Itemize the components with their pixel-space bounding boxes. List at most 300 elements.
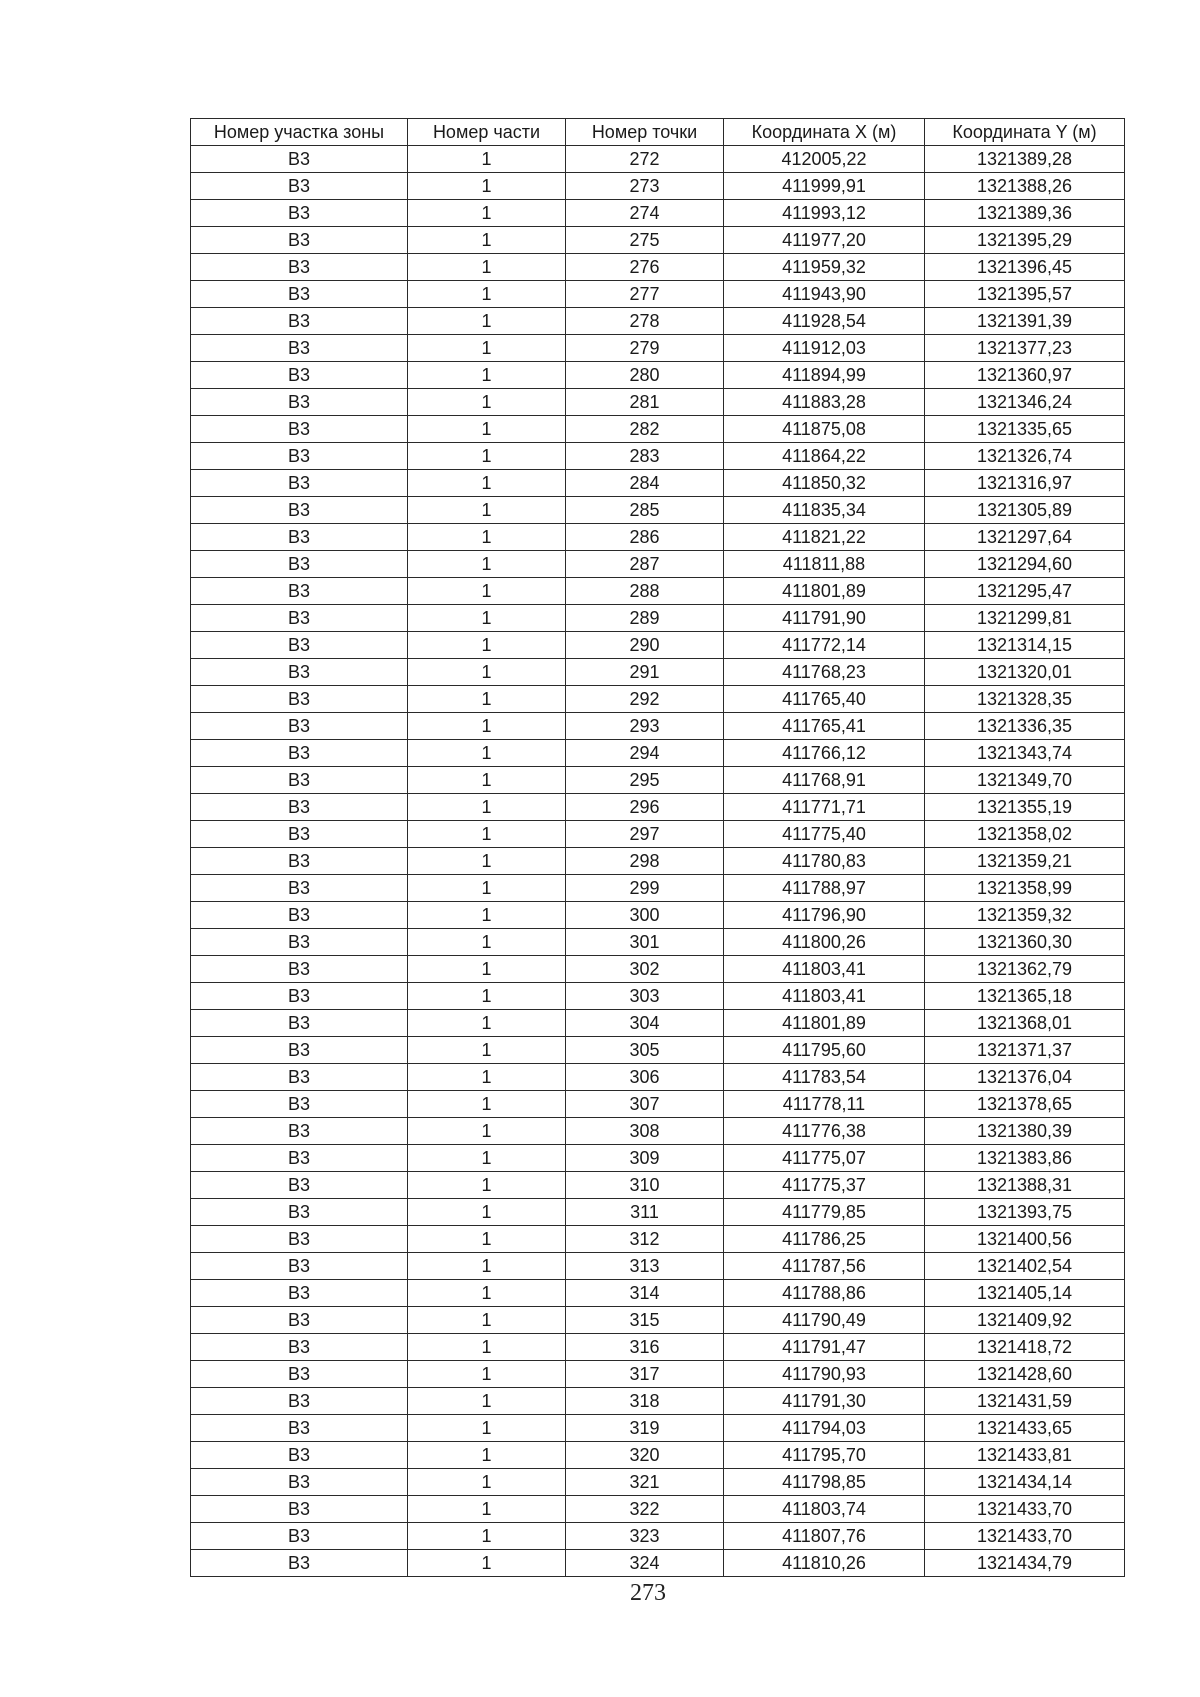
coordinate-x-cell: 411800,26 <box>724 929 925 956</box>
coordinate-y-cell: 1321388,26 <box>925 173 1125 200</box>
part-number-cell: 1 <box>408 1010 566 1037</box>
coordinate-y-cell: 1321434,79 <box>925 1550 1125 1577</box>
coordinate-x-cell: 411791,30 <box>724 1388 925 1415</box>
point-number-cell: 323 <box>566 1523 724 1550</box>
zone-section-cell: В3 <box>191 443 408 470</box>
coordinate-y-cell: 1321358,99 <box>925 875 1125 902</box>
zone-section-cell: В3 <box>191 1361 408 1388</box>
coordinate-x-cell: 411780,83 <box>724 848 925 875</box>
point-number-cell: 290 <box>566 632 724 659</box>
coordinate-x-cell: 411783,54 <box>724 1064 925 1091</box>
table-row <box>191 1550 1125 1577</box>
point-number-cell: 278 <box>566 308 724 335</box>
part-number-cell: 1 <box>408 983 566 1010</box>
part-number-cell: 1 <box>408 389 566 416</box>
part-number-cell: 1 <box>408 497 566 524</box>
part-number-cell: 1 <box>408 875 566 902</box>
point-number-cell: 308 <box>566 1118 724 1145</box>
part-number-cell: 1 <box>408 605 566 632</box>
coordinate-x-cell: 411821,22 <box>724 524 925 551</box>
coordinate-y-cell: 1321433,81 <box>925 1442 1125 1469</box>
point-number-cell: 273 <box>566 173 724 200</box>
coordinate-x-cell: 411788,97 <box>724 875 925 902</box>
coordinate-y-cell: 1321396,45 <box>925 254 1125 281</box>
point-number-cell: 302 <box>566 956 724 983</box>
point-number-cell: 310 <box>566 1172 724 1199</box>
point-number-cell: 312 <box>566 1226 724 1253</box>
table-row <box>191 146 1125 173</box>
zone-section-cell: В3 <box>191 794 408 821</box>
table-row <box>191 686 1125 713</box>
table-row <box>191 1469 1125 1496</box>
point-number-cell: 293 <box>566 713 724 740</box>
coordinate-x-cell: 411801,89 <box>724 1010 925 1037</box>
zone-section-cell: В3 <box>191 929 408 956</box>
part-number-cell: 1 <box>408 1172 566 1199</box>
coordinate-x-cell: 411883,28 <box>724 389 925 416</box>
point-number-cell: 317 <box>566 1361 724 1388</box>
zone-section-cell: В3 <box>191 470 408 497</box>
point-number-cell: 309 <box>566 1145 724 1172</box>
part-number-cell: 1 <box>408 416 566 443</box>
coordinate-y-cell: 1321377,23 <box>925 335 1125 362</box>
zone-section-cell: В3 <box>191 983 408 1010</box>
coordinate-x-cell: 411993,12 <box>724 200 925 227</box>
coordinate-y-cell: 1321297,64 <box>925 524 1125 551</box>
coordinate-x-cell: 411790,93 <box>724 1361 925 1388</box>
zone-section-cell: В3 <box>191 308 408 335</box>
table-body <box>191 146 1125 1577</box>
point-number-cell: 289 <box>566 605 724 632</box>
zone-section-cell: В3 <box>191 902 408 929</box>
table-row <box>191 578 1125 605</box>
zone-section-cell: В3 <box>191 1064 408 1091</box>
table-row <box>191 173 1125 200</box>
table-row <box>191 1145 1125 1172</box>
zone-section-cell: В3 <box>191 551 408 578</box>
table-row <box>191 443 1125 470</box>
coordinate-x-cell: 411803,41 <box>724 956 925 983</box>
point-number-cell: 305 <box>566 1037 724 1064</box>
part-number-cell: 1 <box>408 1361 566 1388</box>
zone-section-cell: В3 <box>191 497 408 524</box>
point-number-cell: 288 <box>566 578 724 605</box>
coordinate-y-cell: 1321359,32 <box>925 902 1125 929</box>
table-row <box>191 983 1125 1010</box>
part-number-cell: 1 <box>408 740 566 767</box>
table-row <box>191 1388 1125 1415</box>
coordinate-y-cell: 1321395,29 <box>925 227 1125 254</box>
table-row <box>191 497 1125 524</box>
coordinate-x-cell: 411776,38 <box>724 1118 925 1145</box>
table-row <box>191 767 1125 794</box>
coordinate-x-cell: 411787,56 <box>724 1253 925 1280</box>
part-number-cell: 1 <box>408 1118 566 1145</box>
table-row <box>191 1334 1125 1361</box>
coordinate-y-cell: 1321295,47 <box>925 578 1125 605</box>
part-number-cell: 1 <box>408 713 566 740</box>
zone-section-cell: В3 <box>191 659 408 686</box>
table-row <box>191 821 1125 848</box>
zone-section-cell: В3 <box>191 821 408 848</box>
part-number-cell: 1 <box>408 686 566 713</box>
header-row <box>191 119 1125 146</box>
coordinate-y-cell: 1321433,70 <box>925 1523 1125 1550</box>
zone-section-cell: В3 <box>191 740 408 767</box>
table-row <box>191 227 1125 254</box>
point-number-cell: 303 <box>566 983 724 1010</box>
coordinate-x-cell: 411977,20 <box>724 227 925 254</box>
part-number-cell: 1 <box>408 281 566 308</box>
point-number-cell: 292 <box>566 686 724 713</box>
table-row <box>191 389 1125 416</box>
coordinate-y-cell: 1321355,19 <box>925 794 1125 821</box>
zone-section-cell: В3 <box>191 1442 408 1469</box>
zone-section-cell: В3 <box>191 632 408 659</box>
table-row <box>191 281 1125 308</box>
point-number-cell: 315 <box>566 1307 724 1334</box>
header-coordinate-y: Координата Y (м) <box>925 119 1125 146</box>
part-number-cell: 1 <box>408 1442 566 1469</box>
coordinate-y-cell: 1321378,65 <box>925 1091 1125 1118</box>
zone-section-cell: В3 <box>191 848 408 875</box>
header-zone-section: Номер участка зоны <box>191 119 408 146</box>
point-number-cell: 295 <box>566 767 724 794</box>
coordinate-y-cell: 1321405,14 <box>925 1280 1125 1307</box>
coordinate-y-cell: 1321431,59 <box>925 1388 1125 1415</box>
zone-section-cell: В3 <box>191 227 408 254</box>
part-number-cell: 1 <box>408 1415 566 1442</box>
point-number-cell: 286 <box>566 524 724 551</box>
point-number-cell: 296 <box>566 794 724 821</box>
coordinate-y-cell: 1321393,75 <box>925 1199 1125 1226</box>
page-number: 273 <box>630 1580 666 1606</box>
coordinate-x-cell: 411928,54 <box>724 308 925 335</box>
part-number-cell: 1 <box>408 632 566 659</box>
coordinate-y-cell: 1321343,74 <box>925 740 1125 767</box>
part-number-cell: 1 <box>408 470 566 497</box>
table-header <box>191 119 1125 146</box>
point-number-cell: 314 <box>566 1280 724 1307</box>
coordinate-x-cell: 411943,90 <box>724 281 925 308</box>
table-row <box>191 470 1125 497</box>
point-number-cell: 301 <box>566 929 724 956</box>
table-row <box>191 335 1125 362</box>
table-row <box>191 1361 1125 1388</box>
point-number-cell: 300 <box>566 902 724 929</box>
coordinate-y-cell: 1321316,97 <box>925 470 1125 497</box>
part-number-cell: 1 <box>408 659 566 686</box>
coordinate-y-cell: 1321360,30 <box>925 929 1125 956</box>
zone-section-cell: В3 <box>191 578 408 605</box>
zone-section-cell: В3 <box>191 281 408 308</box>
coordinate-y-cell: 1321434,14 <box>925 1469 1125 1496</box>
zone-section-cell: В3 <box>191 1550 408 1577</box>
point-number-cell: 322 <box>566 1496 724 1523</box>
part-number-cell: 1 <box>408 524 566 551</box>
coordinate-y-cell: 1321389,28 <box>925 146 1125 173</box>
part-number-cell: 1 <box>408 1145 566 1172</box>
table-row <box>191 848 1125 875</box>
point-number-cell: 287 <box>566 551 724 578</box>
coordinate-y-cell: 1321376,04 <box>925 1064 1125 1091</box>
coordinate-x-cell: 411779,85 <box>724 1199 925 1226</box>
coordinate-x-cell: 411807,76 <box>724 1523 925 1550</box>
point-number-cell: 284 <box>566 470 724 497</box>
coordinate-x-cell: 411790,49 <box>724 1307 925 1334</box>
point-number-cell: 298 <box>566 848 724 875</box>
point-number-cell: 294 <box>566 740 724 767</box>
table-row <box>191 1037 1125 1064</box>
coordinate-y-cell: 1321358,02 <box>925 821 1125 848</box>
header-coordinate-x: Координата X (м) <box>724 119 925 146</box>
table-row <box>191 1415 1125 1442</box>
coordinate-x-cell: 411771,71 <box>724 794 925 821</box>
part-number-cell: 1 <box>408 1388 566 1415</box>
part-number-cell: 1 <box>408 254 566 281</box>
point-number-cell: 283 <box>566 443 724 470</box>
part-number-cell: 1 <box>408 767 566 794</box>
zone-section-cell: В3 <box>191 173 408 200</box>
coordinate-y-cell: 1321305,89 <box>925 497 1125 524</box>
coordinate-x-cell: 411768,91 <box>724 767 925 794</box>
coordinate-x-cell: 411796,90 <box>724 902 925 929</box>
part-number-cell: 1 <box>408 848 566 875</box>
point-number-cell: 318 <box>566 1388 724 1415</box>
coordinate-y-cell: 1321402,54 <box>925 1253 1125 1280</box>
zone-section-cell: В3 <box>191 1226 408 1253</box>
part-number-cell: 1 <box>408 1253 566 1280</box>
zone-section-cell: В3 <box>191 1469 408 1496</box>
zone-section-cell: В3 <box>191 1415 408 1442</box>
zone-section-cell: В3 <box>191 335 408 362</box>
coordinate-x-cell: 411811,88 <box>724 551 925 578</box>
coordinate-x-cell: 411778,11 <box>724 1091 925 1118</box>
coordinate-x-cell: 411835,34 <box>724 497 925 524</box>
coordinate-y-cell: 1321391,39 <box>925 308 1125 335</box>
zone-section-cell: В3 <box>191 389 408 416</box>
zone-section-cell: В3 <box>191 1145 408 1172</box>
zone-section-cell: В3 <box>191 1172 408 1199</box>
table-row <box>191 1091 1125 1118</box>
coordinate-y-cell: 1321346,24 <box>925 389 1125 416</box>
coordinate-x-cell: 411803,41 <box>724 983 925 1010</box>
coordinate-x-cell: 411795,60 <box>724 1037 925 1064</box>
table-row <box>191 659 1125 686</box>
part-number-cell: 1 <box>408 578 566 605</box>
coordinate-x-cell: 411775,37 <box>724 1172 925 1199</box>
part-number-cell: 1 <box>408 1199 566 1226</box>
coordinate-y-cell: 1321349,70 <box>925 767 1125 794</box>
coordinate-x-cell: 411791,47 <box>724 1334 925 1361</box>
zone-section-cell: В3 <box>191 605 408 632</box>
coordinate-y-cell: 1321326,74 <box>925 443 1125 470</box>
table-row <box>191 1199 1125 1226</box>
zone-section-cell: В3 <box>191 416 408 443</box>
table-row <box>191 740 1125 767</box>
point-number-cell: 277 <box>566 281 724 308</box>
table-row <box>191 713 1125 740</box>
coordinate-y-cell: 1321388,31 <box>925 1172 1125 1199</box>
coordinate-y-cell: 1321335,65 <box>925 416 1125 443</box>
coordinate-y-cell: 1321380,39 <box>925 1118 1125 1145</box>
point-number-cell: 275 <box>566 227 724 254</box>
coordinate-x-cell: 411912,03 <box>724 335 925 362</box>
table-row <box>191 254 1125 281</box>
header-part-number: Номер части <box>408 119 566 146</box>
point-number-cell: 306 <box>566 1064 724 1091</box>
point-number-cell: 274 <box>566 200 724 227</box>
coordinate-x-cell: 411765,41 <box>724 713 925 740</box>
zone-section-cell: В3 <box>191 713 408 740</box>
point-number-cell: 304 <box>566 1010 724 1037</box>
zone-section-cell: В3 <box>191 1496 408 1523</box>
coordinate-x-cell: 411959,32 <box>724 254 925 281</box>
part-number-cell: 1 <box>408 902 566 929</box>
coordinate-x-cell: 411795,70 <box>724 1442 925 1469</box>
point-number-cell: 311 <box>566 1199 724 1226</box>
zone-section-cell: В3 <box>191 200 408 227</box>
coordinate-y-cell: 1321359,21 <box>925 848 1125 875</box>
coordinate-x-cell: 411768,23 <box>724 659 925 686</box>
coordinate-x-cell: 411801,89 <box>724 578 925 605</box>
part-number-cell: 1 <box>408 146 566 173</box>
zone-section-cell: В3 <box>191 1334 408 1361</box>
point-number-cell: 297 <box>566 821 724 848</box>
coordinate-y-cell: 1321409,92 <box>925 1307 1125 1334</box>
point-number-cell: 281 <box>566 389 724 416</box>
part-number-cell: 1 <box>408 551 566 578</box>
point-number-cell: 279 <box>566 335 724 362</box>
coordinate-x-cell: 411786,25 <box>724 1226 925 1253</box>
part-number-cell: 1 <box>408 173 566 200</box>
part-number-cell: 1 <box>408 794 566 821</box>
table-row <box>191 875 1125 902</box>
coordinate-y-cell: 1321433,65 <box>925 1415 1125 1442</box>
zone-section-cell: В3 <box>191 1280 408 1307</box>
coordinate-x-cell: 411788,86 <box>724 1280 925 1307</box>
coordinate-y-cell: 1321314,15 <box>925 632 1125 659</box>
part-number-cell: 1 <box>408 821 566 848</box>
table-row <box>191 1172 1125 1199</box>
coordinate-y-cell: 1321360,97 <box>925 362 1125 389</box>
part-number-cell: 1 <box>408 929 566 956</box>
table-row <box>191 524 1125 551</box>
zone-section-cell: В3 <box>191 1523 408 1550</box>
table-row <box>191 1118 1125 1145</box>
coordinate-y-cell: 1321328,35 <box>925 686 1125 713</box>
table-row <box>191 1253 1125 1280</box>
part-number-cell: 1 <box>408 1523 566 1550</box>
coordinate-x-cell: 411803,74 <box>724 1496 925 1523</box>
coordinate-x-cell: 412005,22 <box>724 146 925 173</box>
zone-section-cell: В3 <box>191 875 408 902</box>
coordinate-y-cell: 1321383,86 <box>925 1145 1125 1172</box>
header-point-number: Номер точки <box>566 119 724 146</box>
point-number-cell: 307 <box>566 1091 724 1118</box>
zone-section-cell: В3 <box>191 1037 408 1064</box>
table-row <box>191 1496 1125 1523</box>
coordinate-y-cell: 1321371,37 <box>925 1037 1125 1064</box>
point-number-cell: 299 <box>566 875 724 902</box>
point-number-cell: 319 <box>566 1415 724 1442</box>
table-row <box>191 605 1125 632</box>
table-row <box>191 1523 1125 1550</box>
part-number-cell: 1 <box>408 1064 566 1091</box>
coordinate-y-cell: 1321368,01 <box>925 1010 1125 1037</box>
table-row <box>191 902 1125 929</box>
coordinate-x-cell: 411810,26 <box>724 1550 925 1577</box>
part-number-cell: 1 <box>408 956 566 983</box>
zone-section-cell: В3 <box>191 1199 408 1226</box>
coordinate-x-cell: 411775,07 <box>724 1145 925 1172</box>
point-number-cell: 280 <box>566 362 724 389</box>
table-row <box>191 956 1125 983</box>
zone-section-cell: В3 <box>191 524 408 551</box>
table-row <box>191 1064 1125 1091</box>
part-number-cell: 1 <box>408 1226 566 1253</box>
coordinate-x-cell: 411791,90 <box>724 605 925 632</box>
table-row <box>191 1226 1125 1253</box>
table-row <box>191 1010 1125 1037</box>
coordinate-x-cell: 411798,85 <box>724 1469 925 1496</box>
table-row <box>191 632 1125 659</box>
coordinate-y-cell: 1321400,56 <box>925 1226 1125 1253</box>
coordinate-y-cell: 1321336,35 <box>925 713 1125 740</box>
point-number-cell: 282 <box>566 416 724 443</box>
zone-section-cell: В3 <box>191 254 408 281</box>
zone-section-cell: В3 <box>191 1091 408 1118</box>
zone-section-cell: В3 <box>191 686 408 713</box>
point-number-cell: 324 <box>566 1550 724 1577</box>
point-number-cell: 320 <box>566 1442 724 1469</box>
zone-section-cell: В3 <box>191 767 408 794</box>
table-row <box>191 1442 1125 1469</box>
part-number-cell: 1 <box>408 362 566 389</box>
coordinate-x-cell: 411850,32 <box>724 470 925 497</box>
coordinate-y-cell: 1321299,81 <box>925 605 1125 632</box>
zone-section-cell: В3 <box>191 1253 408 1280</box>
table-row <box>191 551 1125 578</box>
coordinate-x-cell: 411875,08 <box>724 416 925 443</box>
part-number-cell: 1 <box>408 1307 566 1334</box>
zone-section-cell: В3 <box>191 1010 408 1037</box>
part-number-cell: 1 <box>408 1280 566 1307</box>
part-number-cell: 1 <box>408 443 566 470</box>
coordinate-x-cell: 411772,14 <box>724 632 925 659</box>
part-number-cell: 1 <box>408 1334 566 1361</box>
zone-section-cell: В3 <box>191 146 408 173</box>
point-number-cell: 276 <box>566 254 724 281</box>
coordinate-x-cell: 411766,12 <box>724 740 925 767</box>
coordinate-x-cell: 411765,40 <box>724 686 925 713</box>
zone-section-cell: В3 <box>191 1388 408 1415</box>
point-number-cell: 313 <box>566 1253 724 1280</box>
table-row <box>191 1280 1125 1307</box>
part-number-cell: 1 <box>408 1091 566 1118</box>
coordinate-x-cell: 411894,99 <box>724 362 925 389</box>
coordinate-x-cell: 411999,91 <box>724 173 925 200</box>
part-number-cell: 1 <box>408 200 566 227</box>
table-row <box>191 362 1125 389</box>
coordinate-y-cell: 1321294,60 <box>925 551 1125 578</box>
point-number-cell: 285 <box>566 497 724 524</box>
table-row <box>191 308 1125 335</box>
coordinate-y-cell: 1321389,36 <box>925 200 1125 227</box>
table-row <box>191 200 1125 227</box>
zone-section-cell: В3 <box>191 362 408 389</box>
zone-section-cell: В3 <box>191 1118 408 1145</box>
